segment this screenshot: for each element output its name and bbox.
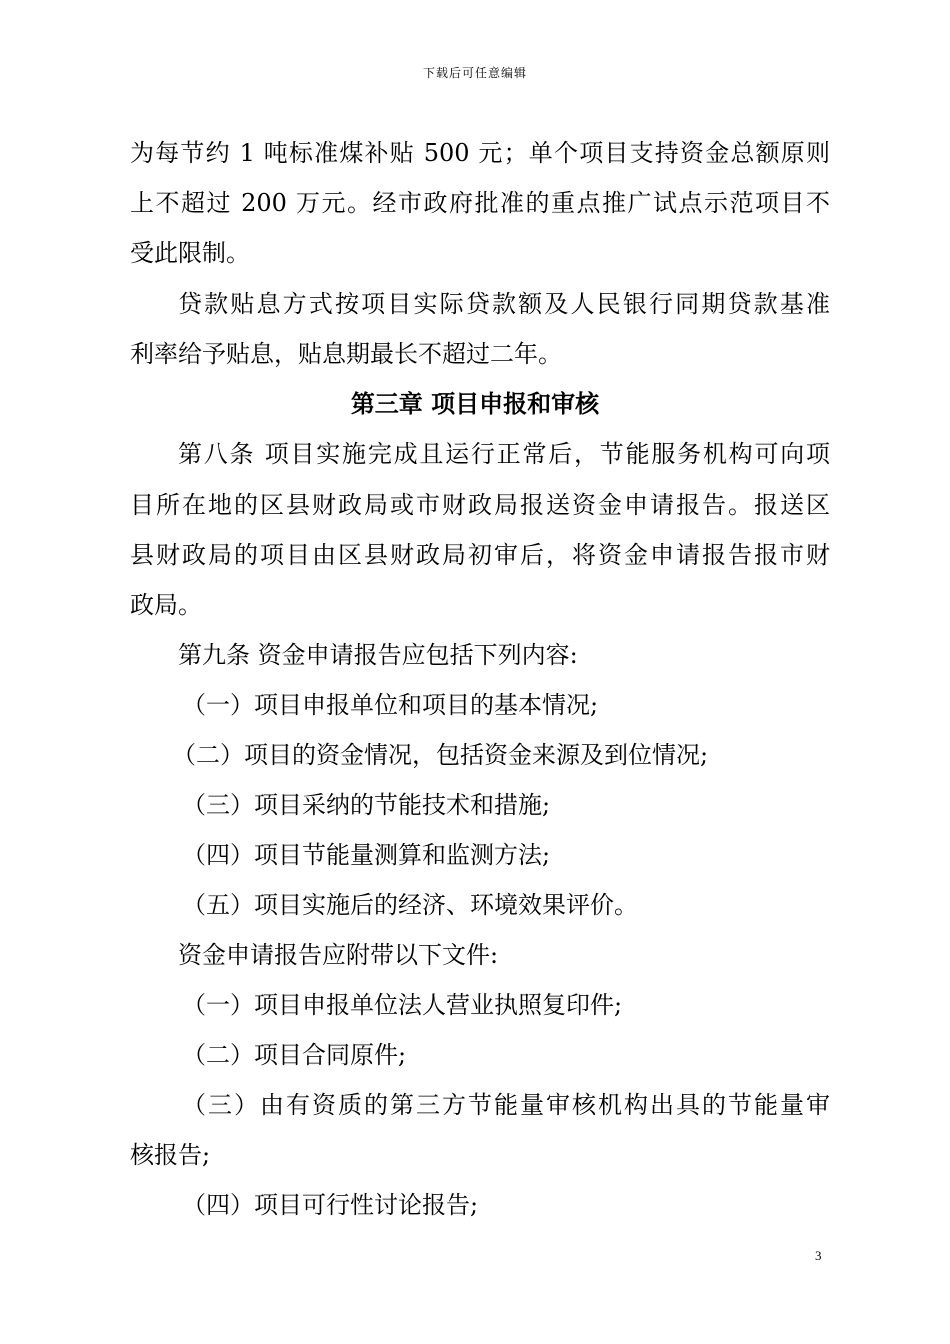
list-item: （二）项目的资金情况，包括资金来源及到位情况; (172, 741, 709, 769)
list-item: （二）项目合同原件; (182, 1041, 407, 1069)
body-line: 为每节约 1 吨标准煤补贴 500 元；单个项目支持资金总额原则 (130, 139, 830, 167)
body-line: 资金申请报告应附带以下文件: (178, 941, 499, 969)
body-line: 第八条 项目实施完成且运行正常后，节能服务机构可向项 (178, 440, 830, 468)
body-line: 利率给予贴息，贴息期最长不超过二年。 (130, 340, 562, 368)
body-line: 目所在地的区县财政局或市财政局报送资金申请报告。报送区 (130, 491, 830, 519)
body-line: 核报告; (130, 1141, 211, 1169)
body-line: 受此限制。 (130, 239, 250, 267)
list-item: （一）项目申报单位和项目的基本情况; (182, 691, 599, 719)
body-line: 上不超过 200 万元。经市政府批准的重点推广试点示范项目不 (130, 189, 830, 217)
chapter-heading: 第三章 项目申报和审核 (350, 390, 600, 418)
article-line: 第九条 资金申请报告应包括下列内容: (178, 641, 578, 669)
body-line: 政局。 (130, 591, 202, 619)
list-item: （三）由有资质的第三方节能量审核机构出具的节能量审 (182, 1091, 830, 1119)
header-note: 下载后可任意编辑 (422, 66, 527, 80)
body-line: 县财政局的项目由区县财政局初审后，将资金申请报告报市财 (130, 541, 830, 569)
list-item: （一）项目申报单位法人营业执照复印件; (182, 991, 623, 1019)
body-line: 贷款贴息方式按项目实际贷款额及人民银行同期贷款基准 (178, 290, 830, 318)
list-item: （四）项目可行性讨论报告; (182, 1191, 479, 1219)
list-item: （五）项目实施后的经济、环境效果评价。 (182, 891, 638, 919)
list-item: （三）项目采纳的节能技术和措施; (182, 791, 551, 819)
page-number: 3 (815, 1248, 822, 1263)
list-item: （四）项目节能量测算和监测方法; (182, 841, 551, 869)
